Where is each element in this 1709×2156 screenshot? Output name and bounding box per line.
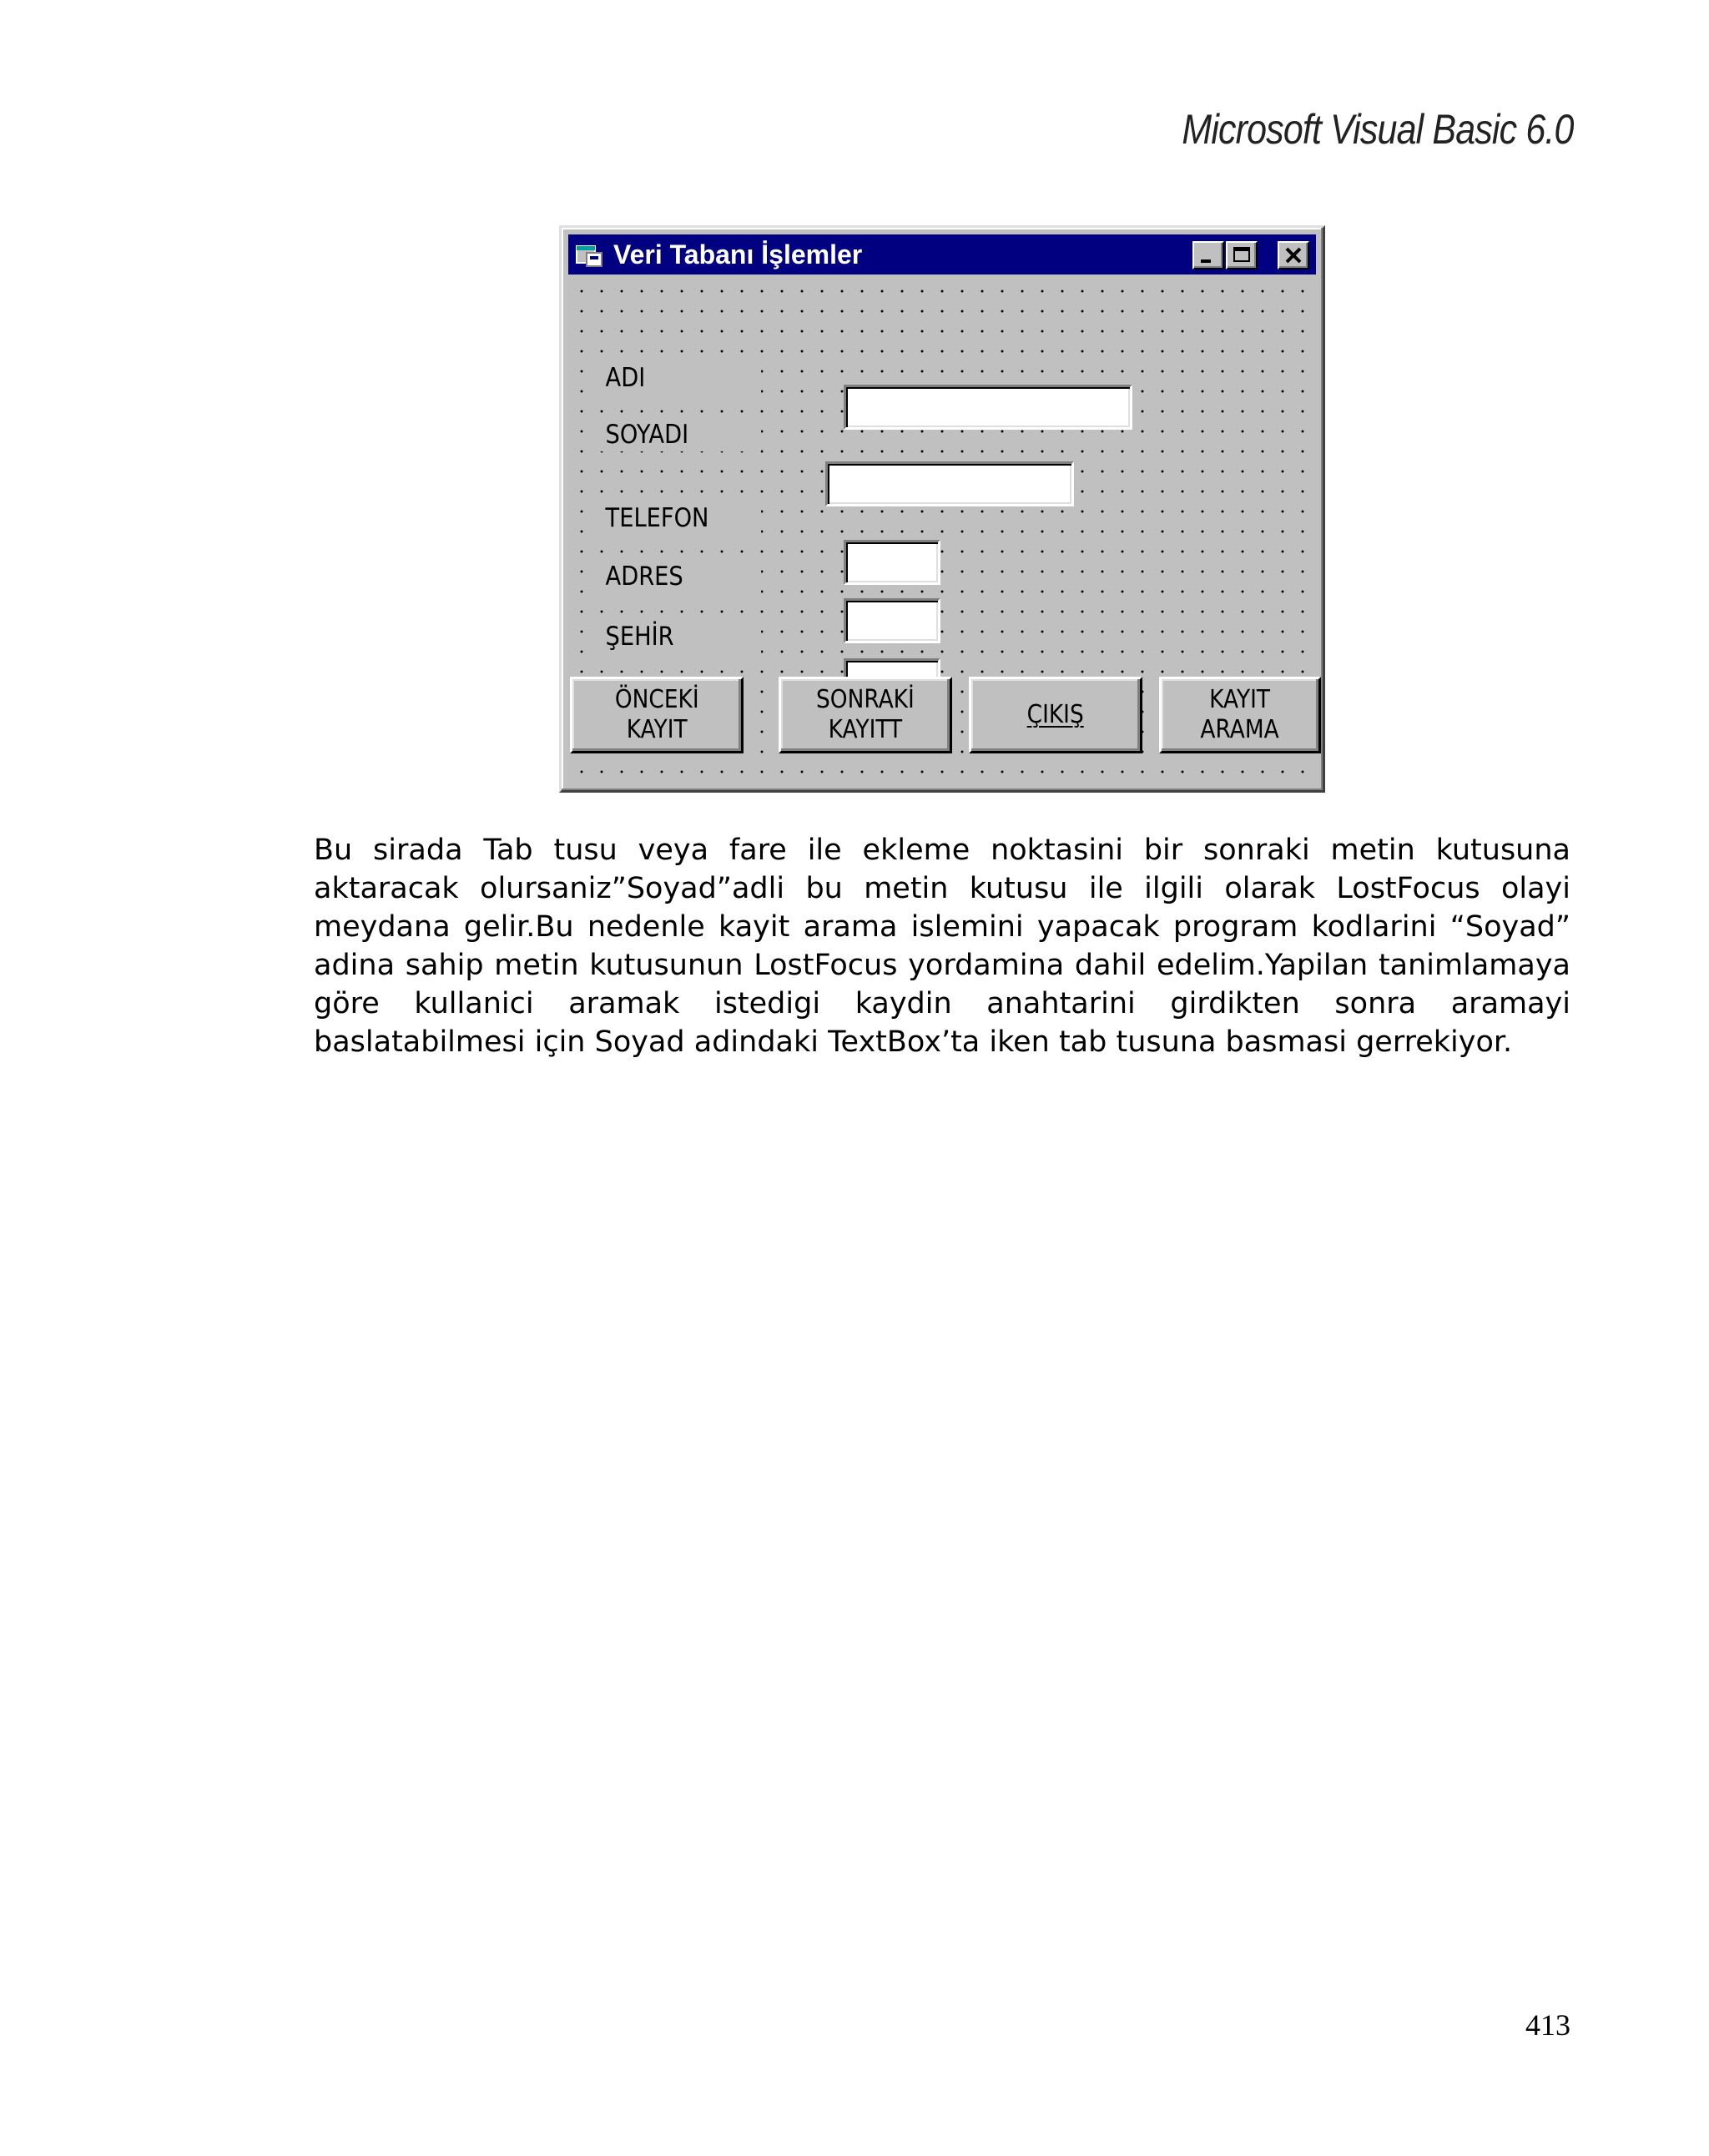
close-icon: [1283, 245, 1304, 265]
maximize-icon: [1231, 245, 1253, 265]
label-sehir: ŞEHİR: [597, 620, 761, 653]
title-bar[interactable]: [568, 234, 1316, 275]
search-record-button[interactable]: [1159, 677, 1321, 753]
vb-form-window: [559, 225, 1325, 793]
page-number: 413: [1525, 2008, 1570, 2042]
vb-form-icon: [575, 243, 605, 268]
exit-label: ÇIKIŞ: [1026, 700, 1085, 729]
label-adi: ADI: [597, 361, 761, 395]
minimize-button[interactable]: [1192, 241, 1224, 270]
search-record-label: KAYIT ARAMA: [1200, 685, 1280, 744]
next-record-label: SONRAKİ KAYITT: [816, 685, 915, 744]
exit-button[interactable]: [969, 677, 1142, 753]
textbox-telefon[interactable]: [844, 540, 940, 585]
label-soyadi: SOYADI: [597, 418, 761, 451]
label-telefon: TELEFON: [597, 501, 761, 535]
previous-record-label: ÖNCEKİ KAYIT: [614, 685, 699, 744]
minimize-icon: [1197, 245, 1219, 265]
label-adres: ADRES: [597, 560, 761, 593]
next-record-button[interactable]: [779, 677, 952, 753]
maximize-button[interactable]: [1226, 241, 1258, 270]
textbox-soyadi[interactable]: [825, 461, 1074, 506]
textbox-adres[interactable]: [844, 598, 940, 643]
window-title: Veri Tabanı İşlemler: [613, 239, 863, 270]
textbox-adi[interactable]: [844, 385, 1132, 430]
page-header: Microsoft Visual Basic 6.0: [1182, 106, 1574, 153]
previous-record-button[interactable]: [570, 677, 744, 753]
body-paragraph: Bu sirada Tab tusu veya fare ile ekleme noktasini bir sonraki metin kutusuna aktaracak olursaniz”Soyad”adli bu metin kutusu ile ilgili olarak LostFocus olayi meydana gelir.Bu nedenle kayit arama islemini yapacak program kodlarini “Soyad” adina sahip metin kutusunun LostFocus yordamina dahil edelim.Yapilan tanimlamaya göre kullanici aramak istedigi kaydin anahtarini girdikten sonra aramayi baslatabilmesi için Soyad adindaki TextBox’ta iken tab tusuna basmasi gerrekiyor.: [314, 834, 1570, 1059]
close-button[interactable]: [1278, 241, 1309, 270]
